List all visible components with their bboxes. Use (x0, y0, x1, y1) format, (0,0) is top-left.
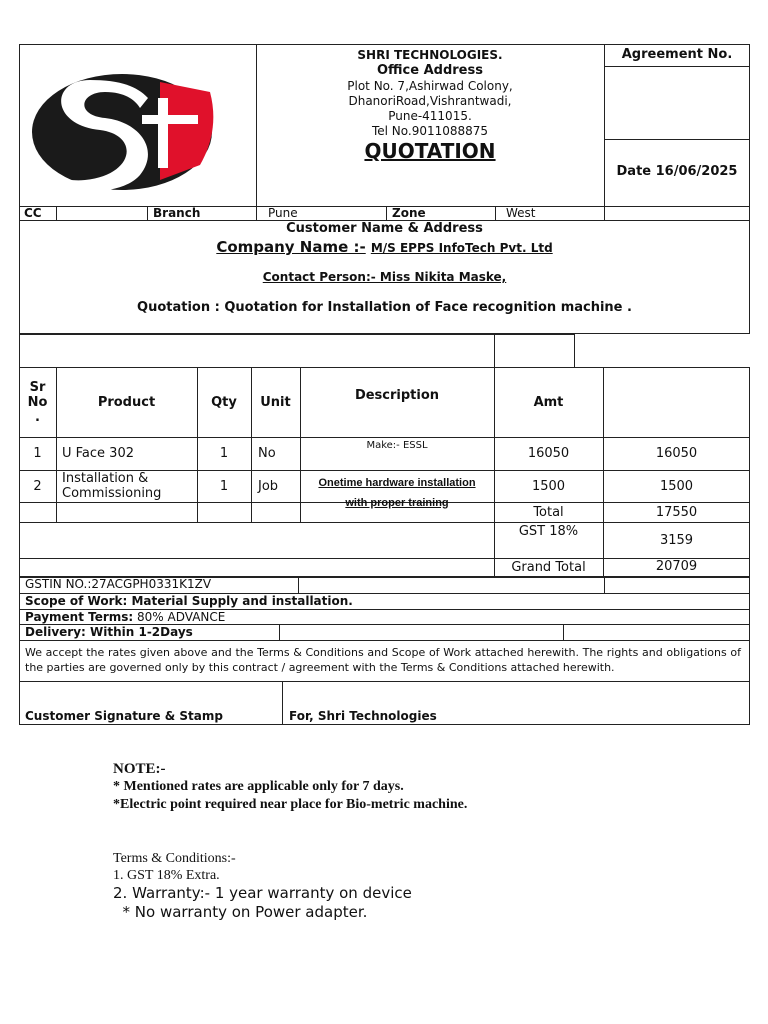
row2-description: Onetime hardware installation with proper training (318, 477, 476, 509)
company-name-value: M/S EPPS InfoTech Pvt. Ltd (370, 241, 553, 255)
address-line-1: Plot No. 7,Ashirwad Colony, (347, 79, 513, 93)
zone-value: West (506, 206, 536, 220)
total-label: Total (533, 504, 564, 520)
gstin-number: GSTIN NO.:27ACGPH0331K1ZV (25, 577, 212, 591)
header-sr-no: Sr No . (27, 379, 48, 425)
quotation-date: Date 16/06/2025 (616, 164, 738, 179)
row2-product: Installation & Commissioning (62, 471, 162, 501)
payment-terms (25, 610, 225, 624)
row1-description: Make:- ESSL (366, 440, 428, 451)
note-line-2: *Electric point required near place for Bio-metric machine. (113, 797, 468, 812)
terms-line-2: 2. Warranty:- 1 year warranty on device (113, 884, 412, 902)
cc-label: CC (24, 206, 42, 220)
company-name: SHRI TECHNOLOGIES. (357, 48, 503, 62)
gst-value: 3159 (659, 532, 694, 548)
payment-terms-label: Payment Terms: (25, 610, 134, 624)
row1-qty: 1 (219, 446, 229, 461)
address-line-3: Pune-411015. (388, 109, 472, 123)
row1-unit: No (258, 446, 276, 461)
terms-line-1: 1. GST 18% Extra. (113, 868, 220, 883)
row1-total: 16050 (655, 446, 698, 461)
acceptance-text: We accept the rates given above and the Terms & Conditions and Scope of Work attached herewith. The rights and obligations of the parties are governed only by this contract / agreement with the Terms & Conditions attached herewith. (25, 646, 741, 674)
address-line-2: DhanoriRoad,Vishrantwadi, (348, 94, 512, 108)
branch-value: Pune (268, 206, 298, 220)
row1-amt: 16050 (527, 446, 570, 461)
document-title: QUOTATION (364, 139, 496, 163)
company-name-line (19, 237, 750, 256)
grand-total-label: Grand Total (511, 560, 586, 575)
total-value: 17550 (655, 504, 698, 520)
telephone: Tel No.9011088875 (371, 124, 489, 138)
company-info (256, 48, 604, 163)
gst-label: GST 18% (518, 524, 579, 539)
customer-heading: Customer Name & Address (286, 221, 483, 236)
note-line-1: * Mentioned rates are applicable only for 7 days. (113, 779, 404, 794)
grand-total-value: 20709 (655, 559, 698, 574)
row2-unit: Job (258, 478, 279, 494)
payment-terms-value: 80% ADVANCE (133, 610, 226, 624)
agreement-number-label: Agreement No. (621, 47, 733, 62)
row2-sr: 2 (33, 478, 42, 494)
branch-label: Branch (153, 206, 201, 220)
row1-sr: 1 (33, 446, 42, 461)
header-qty: Qty (211, 394, 237, 410)
zone-label: Zone (392, 206, 426, 220)
delivery-terms: Delivery: Within 1-2Days (25, 625, 193, 639)
header-description: Description (354, 387, 440, 403)
contact-person: Contact Person:- Miss Nikita Maske, (262, 270, 507, 284)
terms-line-3: * No warranty on Power adapter. (113, 903, 368, 921)
customer-signature-label: Customer Signature & Stamp (25, 709, 223, 723)
spacer-cell (494, 334, 575, 368)
scope-of-work: Scope of Work: Material Supply and installation. (25, 594, 353, 608)
header-unit: Unit (260, 394, 291, 410)
company-name-label: Company Name :- (216, 238, 366, 256)
company-signature-label: For, Shri Technologies (289, 709, 437, 723)
header-amt: Amt (533, 394, 564, 410)
office-address-label: Office Address (377, 63, 483, 78)
terms-title: Terms & Conditions:- (113, 851, 236, 866)
note-title: NOTE:- (113, 761, 166, 777)
branch-row (19, 206, 750, 221)
header-product: Product (97, 394, 156, 410)
items-table (19, 367, 750, 577)
row2-qty: 1 (219, 478, 229, 494)
quotation-subject: Quotation : Quotation for Installation of Face recognition machine . (137, 300, 632, 315)
row2-total: 1500 (659, 478, 694, 494)
spacer-row (19, 334, 495, 368)
row1-product: U Face 302 (62, 446, 134, 461)
row2-amt: 1500 (531, 478, 566, 494)
company-logo (30, 70, 220, 198)
